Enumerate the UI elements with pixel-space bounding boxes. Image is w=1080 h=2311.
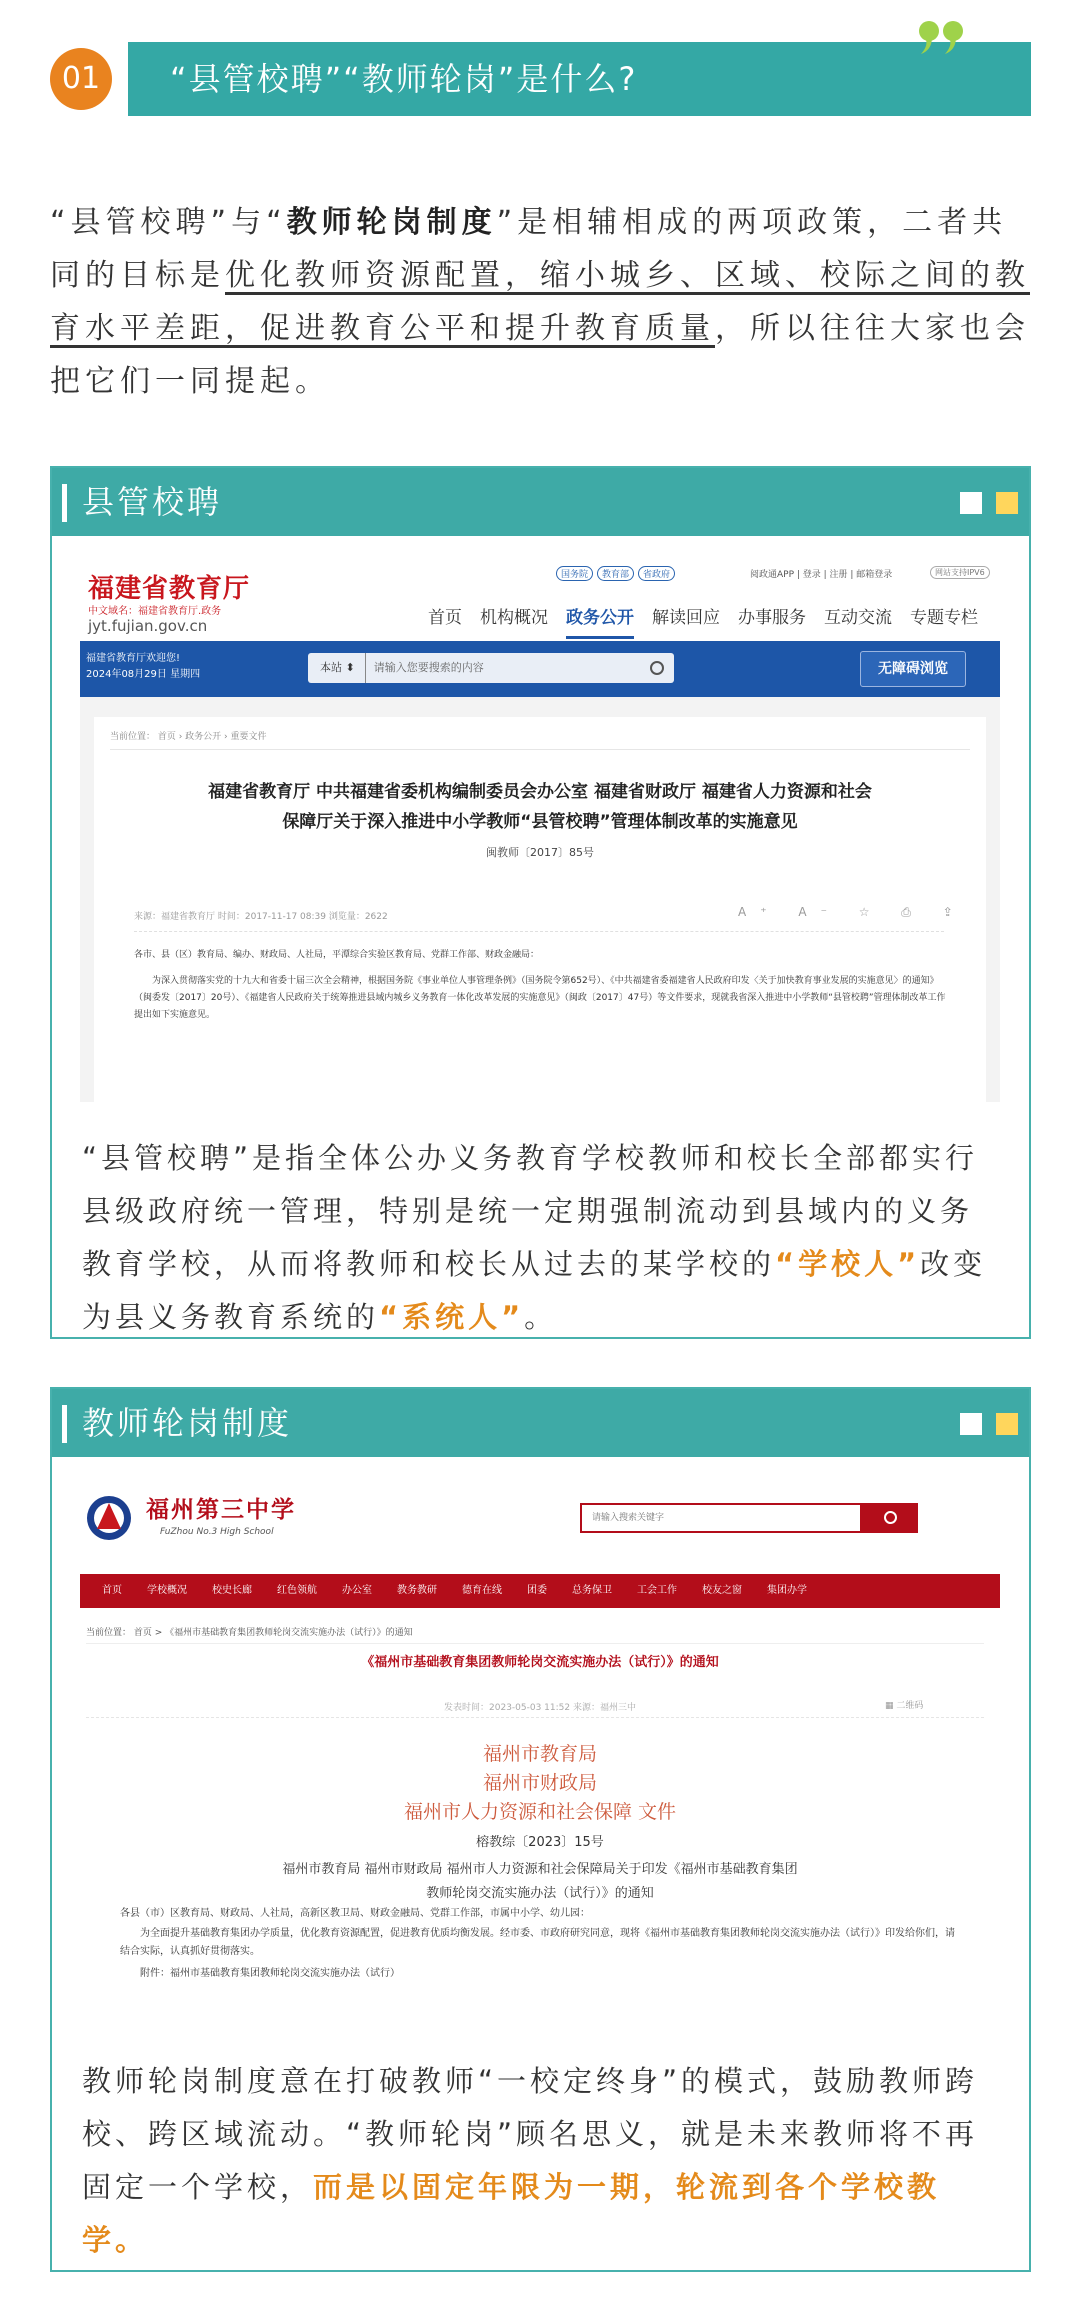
fz-nav-item[interactable]: 校史长廊 (212, 1585, 252, 1596)
intro-paragraph: “县管校聘”与“教师轮岗制度”是相辅相成的两项政策，二者共同的目标是优化教师资源配置，缩小城乡、区域、校际之间的教育水平差距，促进教育公平和提升教育质量，所以往往大家也会把它们一同提起。 (50, 205, 1030, 399)
teacher-rotation-card (50, 1387, 1031, 2272)
fj-nav-item[interactable]: 互动交流 (824, 608, 892, 628)
fj-nav-item[interactable]: 办事服务 (738, 608, 806, 628)
fz-nav-item[interactable]: 德育在线 (462, 1585, 502, 1596)
fz-search-input[interactable]: 请输入搜索关键字 (580, 1503, 862, 1533)
fz-org-1: 福州市教育局 (482, 1743, 597, 1765)
card-title: 县管校聘 (82, 483, 223, 521)
fj-doc-number: 闽教师〔2017〕85号 (486, 846, 594, 859)
fj-site-logo: 福建省教育厅 (88, 574, 251, 604)
fz-body: 为全面提升基础教育集团办学质量，优化教育资源配置，促进教育优质均衡发展。经市委、市政府研究同意，现将《福州市基础教育集团教师轮岗交流实施办法（试行）》印发给你们，请结合实际，认真抓好贯彻落实。 (120, 1928, 955, 1957)
fj-date: 2024年08月29日 星期四 (86, 669, 201, 680)
fj-search-scope[interactable]: 本站 ⬍ (308, 653, 366, 683)
fuzhou-school-screenshot (80, 1475, 1000, 2030)
fj-pill[interactable]: 教育部 (597, 566, 634, 581)
section-title: “县管校聘”“教师轮岗”是什么? (170, 60, 638, 98)
fj-blue-bar (80, 641, 1000, 697)
fj-body-text: 为深入贯彻落实党的十九大和省委十届三次全会精神，根据国务院《事业单位人事管理条例》（国务院令第652号）、《中共福建省委福建省人民政府印发〈关于加快教育事业发展的实施意见〉的通知》（闽委发〔2017〕20号）、《福建省人民政府关于统筹推进县域内城乡义务教育一体化改革发展的实施意见》（闽政〔2017〕47号）等文件要求，现就我省深入推进中小学教师“县管校聘”管理体制改革工作提出如下实施意见。 (134, 976, 946, 1020)
divider (86, 1717, 984, 1718)
fz-main-nav (80, 1574, 1000, 1608)
card-title: 教师轮岗制度 (82, 1404, 293, 1442)
fz-breadcrumb: 当前位置： 首页 > 《福州市基础教育集团教师轮岗交流实施办法（试行）》的通知 (86, 1628, 413, 1638)
fj-ipv6-badge: 网站支持IPV6 (930, 566, 990, 579)
fz-subtitle-2: 教师轮岗交流实施办法（试行）》的通知 (426, 1886, 654, 1901)
fz-nav-item[interactable]: 总务保卫 (572, 1585, 612, 1596)
fj-nav-item[interactable]: 专题专栏 (910, 608, 978, 628)
section-number-badge: 01 (50, 48, 112, 110)
fz-nav-item[interactable]: 校友之窗 (702, 1585, 742, 1596)
fujian-website-screenshot (80, 554, 1000, 1102)
fj-doc-tools[interactable]: A⁺ A⁻ ☆ ⎙ ⇪ (738, 905, 967, 919)
fz-nav-item[interactable]: 教务教研 (397, 1585, 437, 1596)
fj-domain-label: 中文域名：福建省教育厅.政务 (88, 606, 222, 617)
fz-nav-item[interactable]: 工会工作 (637, 1585, 677, 1596)
fj-nav-item-active[interactable]: 政务公开 (566, 608, 634, 639)
quote-icon (918, 20, 968, 56)
fj-doc-title-line: 福建省教育厅 中共福建省委机构编制委员会办公室 福建省财政厅 福建省人力资源和社会 (208, 782, 872, 802)
fz-addressee: 各县（市）区教育局、财政局、人社局，高新区教卫局、财政金融局、党群工作部，市属中小学、幼儿园： (120, 1908, 590, 1919)
decor-square-yellow (996, 492, 1018, 514)
fz-nav-item[interactable]: 学校概况 (147, 1585, 187, 1596)
fj-welcome-text: 福建省教育厅欢迎您! (86, 653, 181, 664)
county-recruitment-card (50, 466, 1031, 1339)
fz-attachment: 附件：福州市基础教育集团教师轮岗交流实施办法（试行） (140, 1968, 400, 1979)
decor-square-yellow (996, 1413, 1018, 1435)
card-header (52, 468, 1029, 536)
fj-nav-item[interactable]: 首页 (428, 608, 462, 628)
teacher-rotation-description: 教师轮岗制度意在打破教师“一校定终身”的模式，鼓励教师跨校、跨区域流动。“教师轮岗”顾名思义，就是未来教师将不再固定一个学校，而是以固定年限为一期，轮流到各个学校教学。 (82, 2064, 979, 2257)
search-icon[interactable] (650, 661, 664, 675)
fz-school-en: FuZhou No.3 High School (160, 1527, 274, 1537)
fz-nav-item[interactable]: 首页 (102, 1585, 122, 1596)
fj-url: jyt.fujian.gov.cn (88, 617, 208, 635)
fj-doc-title-line: 保障厅关于深入推进中小学教师“县管校聘”管理体制改革的实施意见 (282, 812, 798, 832)
fz-subtitle-1: 福州市教育局 福州市财政局 福州市人力资源和社会保障局关于印发《福州市基础教育集团 (282, 1862, 798, 1877)
fj-main-nav (428, 603, 996, 628)
decor-square-white (960, 492, 982, 514)
fz-org-3: 福州市人力资源和社会保障 文件 (403, 1801, 677, 1823)
fj-document (94, 717, 986, 1102)
fj-pill[interactable]: 省政府 (638, 566, 675, 581)
divider (86, 1643, 984, 1644)
divider (110, 749, 970, 750)
header-accent-line (62, 484, 67, 522)
fj-doc-meta: 来源：福建省教育厅 时间：2017-11-17 08:39 浏览量：2622 (134, 912, 388, 922)
decor-square-white (960, 1413, 982, 1435)
divider (134, 931, 944, 932)
fz-school-name: 福州第三中学 (146, 1496, 296, 1523)
header-accent-line (62, 1405, 67, 1443)
fz-nav-item[interactable]: 办公室 (342, 1585, 372, 1596)
fz-search-button[interactable] (862, 1503, 918, 1533)
fj-addressee: 各市、县（区）教育局、编办、财政局、人社局，平潭综合实验区教育局、党群工作部、财政金融局： (134, 950, 540, 960)
fj-top-links[interactable]: 阅政通APP | 登录 | 注册 | 邮箱登录 (750, 570, 893, 580)
fj-accessibility-button[interactable]: 无障碍浏览 (860, 651, 966, 687)
fj-nav-item[interactable]: 解读回应 (652, 608, 720, 628)
search-icon (884, 1511, 897, 1524)
card-header (52, 1389, 1029, 1457)
fj-search-placeholder: 请输入您要搜索的内容 (373, 661, 484, 674)
fj-header (80, 554, 1000, 641)
fj-breadcrumb: 当前位置： 首页 › 政务公开 › 重要文件 (110, 732, 267, 742)
fz-notice-title: 《福州市基础教育集团教师轮岗交流实施办法（试行）》的通知 (361, 1655, 719, 1670)
fj-doc-title (134, 777, 946, 837)
qr-code-link[interactable]: ▦ 二维码 (885, 1701, 924, 1711)
fj-search-input[interactable] (308, 653, 674, 683)
fj-pill[interactable]: 国务院 (556, 566, 593, 581)
fj-welcome (86, 651, 200, 683)
fz-nav-item[interactable]: 红色领航 (277, 1585, 317, 1596)
fz-doc-number: 榕教综〔2023〕15号 (476, 1835, 604, 1850)
county-recruitment-description: “县管校聘”是指全体公办义务教育学校教师和校长全部都实行县级政府统一管理，特别是统一定期强制流动到县域内的义务教育学校，从而将教师和校长从过去的某学校的“学校人”改变为县义务教育系统的“系统人”。 (82, 1141, 987, 1334)
fz-org-2: 福州市财政局 (482, 1772, 597, 1794)
fj-nav-item[interactable]: 机构概况 (480, 608, 548, 628)
fz-meta: 发表时间：2023-05-03 11:52 来源：福州三中 (444, 1703, 636, 1713)
fj-top-pills (556, 566, 679, 581)
school-logo-icon (86, 1495, 132, 1541)
fz-nav-item[interactable]: 团委 (527, 1585, 547, 1596)
fz-nav-item[interactable]: 集团办学 (767, 1585, 807, 1596)
